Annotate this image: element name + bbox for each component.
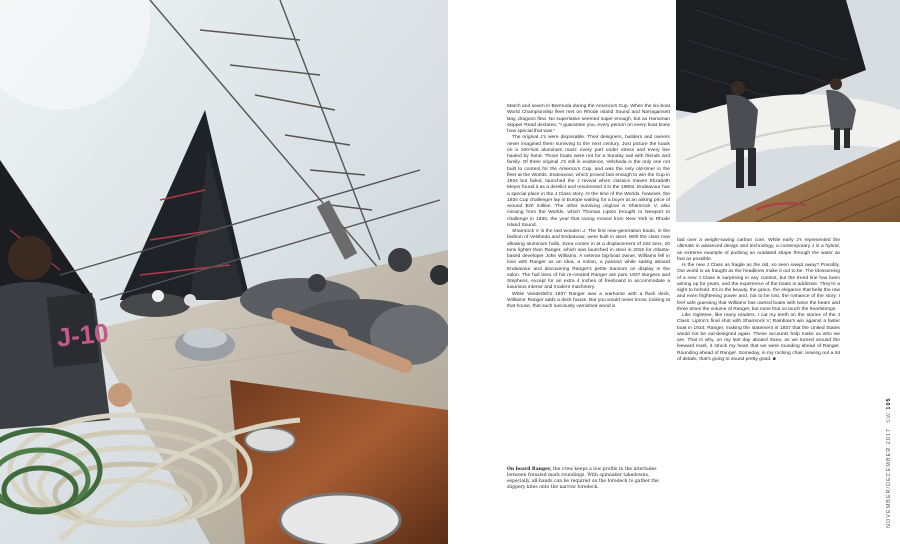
article-paragraph: While Vanderbilt's 1937 Ranger was a warhorse with a flush deck, Williams' Ranger adds a deck house. But you would never know, looking at that house, that such lusciously varnished wood is bbox=[507, 291, 670, 309]
article-paragraph: March and seven in Bermuda during the America's Cup. When the six-boat World Championship fleet met on Rhode Island Sound and Narragansett Bay, dragons flew. No superlative seemed super enough, but as Hanuman skipper Read declares, "I guarantee you, every person on every boat knew how special that was." bbox=[507, 104, 670, 134]
main-photo-crew-on-deck bbox=[0, 0, 448, 544]
article-paragraph: Is the new J Class as fragile as the old, so seen swept away? Possibly. Our world is as fraught as the headlines make it out to be. The blossoming of a new J Class is surprising in any context, but the trend line has been aiming up for years, and the experience of the boats is addictive. They're a sight to behold. It's in the beauty, the grace, the elegance that belie the raw and even frightening power and, not to be lost, the romance of the story. I feel safe guessing that Williams has owned boats with twice the beam and three times the volume of Ranger, but none that so touch the heartstrings. bbox=[677, 263, 840, 312]
photo-caption bbox=[507, 467, 670, 491]
folio-magazine: SW bbox=[886, 412, 892, 423]
folio-date: NOVEMBER/DECEMBER 2017 bbox=[886, 428, 892, 528]
article-column-2 bbox=[677, 238, 840, 453]
article-paragraph: The original J's were disposable. Their designers, builders and owners never imagined them surviving to the next century. Just picture the loads on a 160-foot aluminum mast: every part under stress and every line hauled by hand. Those boats were not for a Sunday sail with friends and family. Of three original J's still in existence, Velsheda is the only one not built to contest for the America's Cup, and was the only old-timer in the fleet at the Worlds. Endeavour, which proved fast enough to win the Cup in 1934 but failed, launched the J revival when classics maven Elizabeth Meyer found it as a derelict and resurrected it in the 1980s. Endeavour has a special place in the J Class story. At the time of the Worlds, however, the 1934 Cup challenger lay in Europe waiting for a buyer at an asking price of around $20 million. The other surviving original is Shamrock V, also missing from the Worlds, which Thomas Lipton brought to Newport to challenge in 1930, the year that racing moved from New York to Rhode Island Sound. bbox=[507, 135, 670, 228]
article-paragraph: laid over a weight-saving carbon core. While early J's represented the ultimate in advanced design and technology, a contemporary J is a hybrid, an extreme example of pushing an outdated shape through the water as fast as possible. bbox=[677, 238, 840, 262]
folio-page-number: 105 bbox=[886, 397, 892, 410]
page-folio bbox=[886, 397, 892, 528]
article-paragraph: Shamrock V is the last wooden J. The first new-generation boats, in the fashion of Velsheda and Endeavour, were built in steel. With the class now allowing aluminum hulls, Svea comes in at a displacement of 182 tons, 20 tons lighter than Ranger, which was launched in steel in 2015 for Atlanta-based developer John Williams. A veteran big-boat owner, Williams fell in love with Ranger as an idea, a notion, a passion while sailing aboard Endeavour and discovering Ranger's petite transom on display in the salon. The hull lines of his re-created Ranger are pure 1937 Burgess and Stephens, except for an extra 4 inches of freeboard to accommodate a luxurious interior and modern machinery. bbox=[507, 229, 670, 291]
article-column-1 bbox=[507, 104, 670, 454]
article-paragraph: Like Ogletree, like many readers, I cut my teeth on the stories of the J Class: Lipton's final shot with Shamrock V; Rainbow's win against a faster boat in 1934; Ranger, making the statement in 1937 that the United States would not be out-designed again. These accounts help make us who we are. That is why, on my last day aboard Svea, as we turned around the leeward mark, it struck my heart that we were rounding ahead of Ranger. Rounding ahead of Ranger. Someday, in my rocking chair, leaving out a lot of details, that's going to sound pretty good. ■ bbox=[677, 313, 840, 362]
top-photo-sail-takedown bbox=[676, 0, 900, 222]
caption-lead: On board Ranger, bbox=[507, 467, 552, 472]
crew-bib-number: J-10 bbox=[55, 317, 111, 353]
caption-text: the crew keeps a low profile in the interludes between frenzied mark roundings. With spinnaker takedowns, especially, all-hands can be required on the foredeck to gather the slippery kites onto the narrow foredeck. bbox=[507, 467, 659, 491]
